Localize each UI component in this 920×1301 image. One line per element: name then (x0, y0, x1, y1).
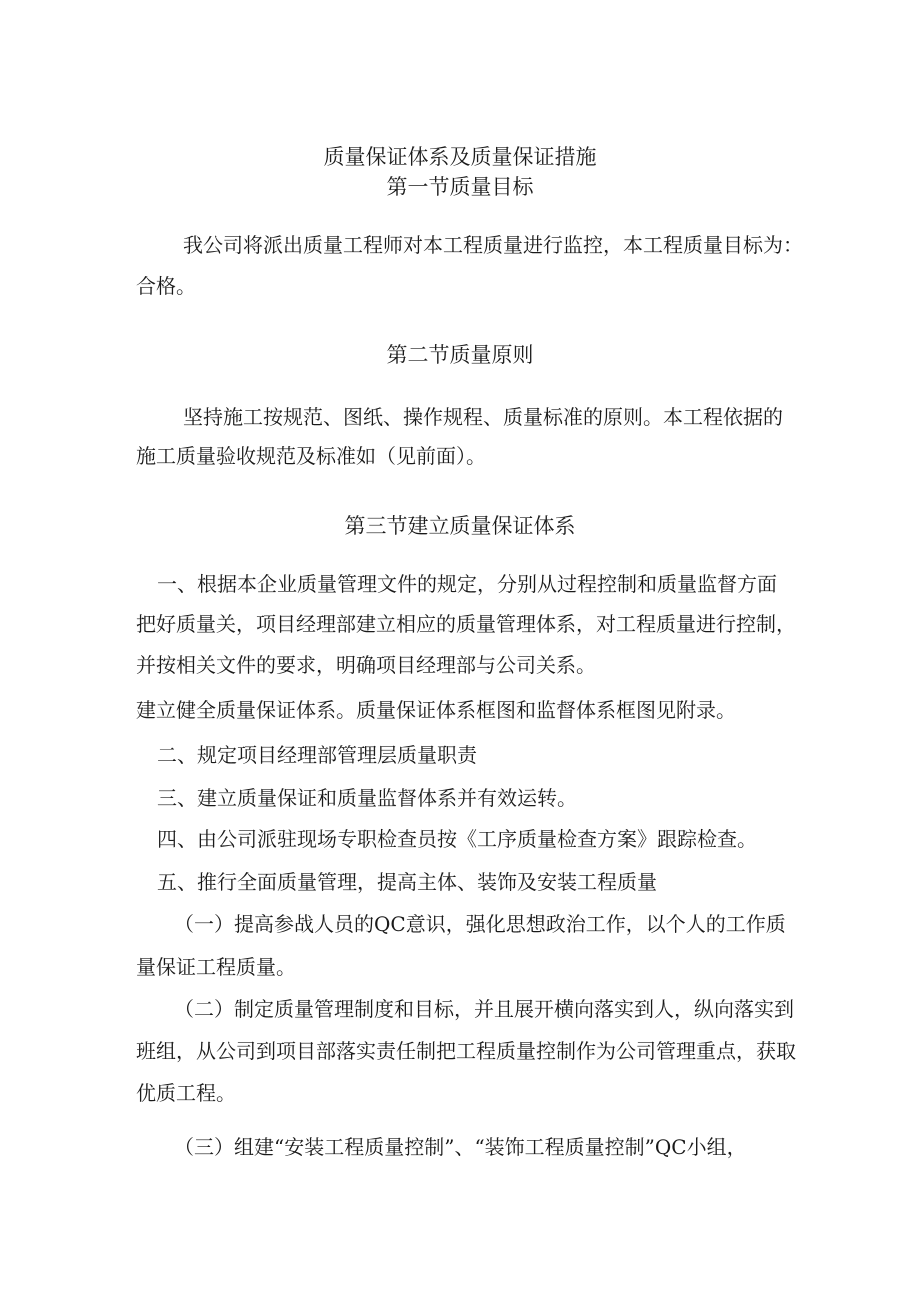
list-item: 二、规定项目经理部管理层质量职责 (157, 743, 477, 767)
sub-list-item: （一）提高参战人员的QC意识，强化思想政治工作，以个人的工作质 (174, 912, 786, 936)
paragraph-line: 优质工程。 (136, 1081, 236, 1105)
paragraph-line: 把好质量关，项目经理部建立相应的质量管理体系，对工程质量进行控制， (136, 612, 796, 636)
document-title: 质量保证体系及质量保证措施 (323, 145, 597, 169)
list-item: 四、由公司派驻现场专职检查员按《工序质量检查方案》跟踪检查。 (157, 827, 757, 851)
paragraph-line: 合格。 (136, 274, 196, 298)
paragraph-line: 并按相关文件的要求，明确项目经理部与公司关系。 (136, 653, 596, 677)
section-heading-quality-goal: 第一节质量目标 (386, 175, 534, 199)
section-heading-quality-principle: 第二节质量原则 (386, 343, 534, 367)
list-item: 五、推行全面质量管理，提高主体、装饰及安装工程质量 (157, 870, 657, 894)
paragraph-line: 班组，从公司到项目部落实责任制把工程质量控制作为公司管理重点，获取 (136, 1039, 796, 1063)
paragraph-line: 量保证工程质量。 (136, 955, 296, 979)
sub-list-item: （二）制定质量管理制度和目标，并且展开横向落实到人，纵向落实到 (174, 997, 794, 1021)
paragraph-line: 施工质量验收规范及标准如（见前面）。 (136, 444, 486, 468)
section-heading-quality-system: 第三节建立质量保证体系 (344, 514, 576, 538)
paragraph-line: 我公司将派出质量工程师对本工程质量进行监控，本工程质量目标为： (183, 233, 803, 257)
paragraph-line: 建立健全质量保证体系。质量保证体系框图和监督体系框图见附录。 (136, 698, 736, 722)
sub-list-item: （三）组建“安装工程质量控制”、“装饰工程质量控制”QC小组， (174, 1135, 747, 1159)
list-item: 三、建立质量保证和质量监督体系并有效运转。 (157, 786, 577, 810)
paragraph-line: 坚持施工按规范、图纸、操作规程、质量标准的原则。本工程依据的 (183, 405, 783, 429)
paragraph-line: 一、根据本企业质量管理文件的规定，分别从过程控制和质量监督方面 (157, 572, 777, 596)
